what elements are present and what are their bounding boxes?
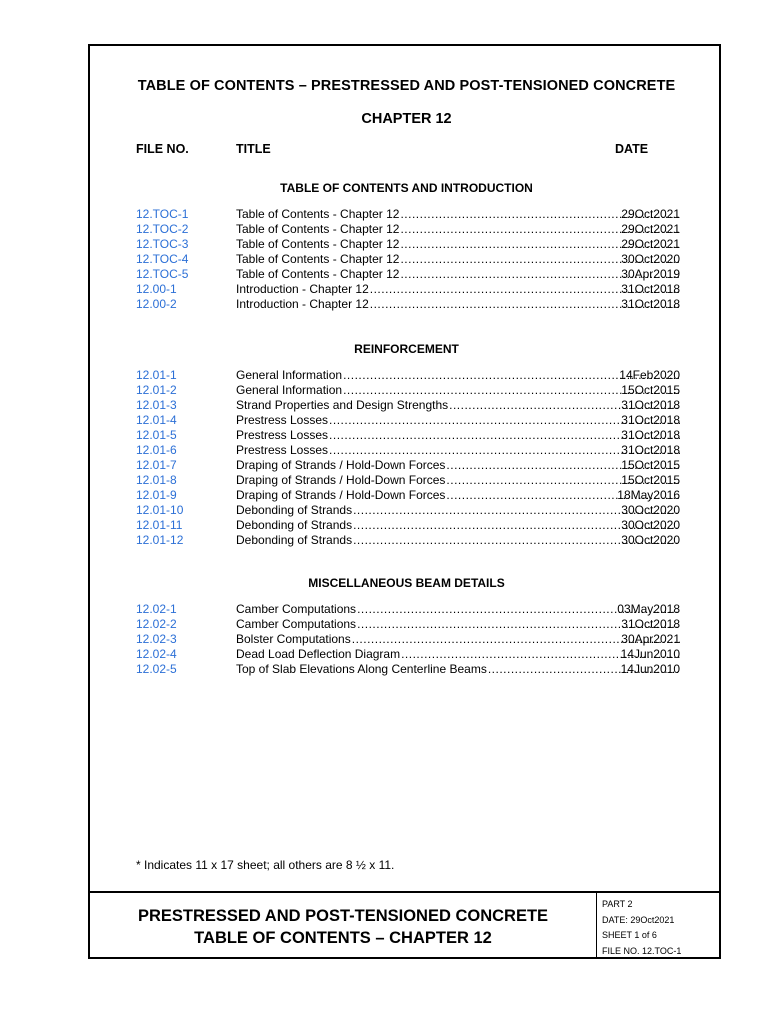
file-number-link[interactable]: 12.01-2 [136, 383, 177, 397]
file-number-link[interactable]: 12.01-11 [136, 518, 183, 532]
toc-row [90, 617, 723, 632]
title-with-leader [236, 503, 680, 518]
file-number-link[interactable]: 12.TOC-4 [136, 252, 189, 266]
toc-row [90, 383, 723, 398]
file-number-link[interactable]: 12.TOC-1 [136, 207, 189, 221]
title-with-leader [236, 533, 680, 548]
entry-title: Top of Slab Elevations Along Centerline Beams [236, 662, 487, 676]
footer-title-line-1: PRESTRESSED AND POST-TENSIONED CONCRETE [137, 907, 549, 925]
entry-date: 29Oct2021 [621, 222, 680, 236]
toc-row [90, 398, 723, 413]
toc-row [90, 267, 723, 282]
toc-row [90, 222, 723, 237]
file-number-link[interactable]: 12.00-1 [136, 282, 177, 296]
toc-row [90, 503, 723, 518]
entry-title: Strand Properties and Design Strengths [236, 398, 449, 412]
title-with-leader [236, 282, 680, 297]
toc-row [90, 533, 723, 548]
file-number-link[interactable]: 12.01-10 [136, 503, 184, 517]
entry-title: Dead Load Deflection Diagram [236, 647, 401, 661]
column-header-title: TITLE [236, 142, 271, 156]
title-with-leader [236, 443, 680, 458]
entry-date: 30Oct2020 [621, 533, 680, 547]
entry-title: Debonding of Strands [236, 518, 353, 532]
toc-row [90, 602, 723, 617]
entry-date: 03May2018 [617, 602, 680, 616]
file-number-link[interactable]: 12.01-9 [136, 488, 177, 502]
footer-sheet: SHEET 1 of 6 [602, 930, 657, 940]
entry-date: 31Oct2018 [621, 398, 680, 412]
column-header-file-no: FILE NO. [136, 142, 189, 156]
entry-title: General Information [236, 368, 343, 382]
entry-date: 29Oct2021 [621, 237, 680, 251]
file-number-link[interactable]: 12.02-5 [136, 662, 177, 676]
file-number-link[interactable]: 12.01-5 [136, 428, 177, 442]
entry-title: Draping of Strands / Hold-Down Forces [236, 458, 446, 472]
entry-title: Table of Contents - Chapter 12 [236, 222, 400, 236]
entry-title: Table of Contents - Chapter 12 [236, 237, 400, 251]
entry-date: 31Oct2018 [621, 413, 680, 427]
toc-row [90, 488, 723, 503]
title-with-leader [236, 488, 680, 503]
file-number-link[interactable]: 12.02-2 [136, 617, 177, 631]
title-with-leader [236, 602, 680, 617]
entry-date: 14Jun2010 [620, 662, 680, 676]
footer-date: DATE: 29Oct2021 [602, 915, 675, 925]
document-title: TABLE OF CONTENTS – PRESTRESSED AND POST-TENSIONED CONCRETE [137, 78, 676, 94]
toc-row [90, 473, 723, 488]
entry-date: 31Oct2018 [621, 282, 680, 296]
section-title: REINFORCEMENT [354, 342, 459, 356]
file-number-link[interactable]: 12.01-6 [136, 443, 177, 457]
entry-title: Table of Contents - Chapter 12 [236, 207, 400, 221]
entry-date: 15Oct2015 [621, 383, 680, 397]
toc-row [90, 237, 723, 252]
title-with-leader [236, 413, 680, 428]
toc-row [90, 282, 723, 297]
title-with-leader [236, 428, 680, 443]
file-number-link[interactable]: 12.02-4 [136, 647, 177, 661]
title-with-leader [236, 473, 680, 488]
toc-row [90, 252, 723, 267]
title-with-leader [236, 383, 680, 398]
title-with-leader [236, 632, 680, 647]
entry-title: Draping of Strands / Hold-Down Forces [236, 488, 446, 502]
entry-date: 31Oct2018 [621, 443, 680, 457]
title-with-leader [236, 207, 680, 222]
title-with-leader [236, 237, 680, 252]
title-with-leader [236, 267, 680, 282]
section-title: MISCELLANEOUS BEAM DETAILS [308, 576, 505, 590]
title-with-leader [236, 458, 680, 473]
footer-title-line-2: TABLE OF CONTENTS – CHAPTER 12 [194, 929, 492, 947]
title-with-leader [236, 518, 680, 533]
entry-date: 31Oct2018 [621, 617, 680, 631]
toc-row [90, 458, 723, 473]
entry-date: 14Jun2010 [620, 647, 680, 661]
toc-row [90, 413, 723, 428]
footer-rule [90, 891, 719, 893]
document-sheet [88, 44, 721, 959]
entry-date: 30Oct2020 [621, 252, 680, 266]
file-number-link[interactable]: 12.TOC-5 [136, 267, 189, 281]
entry-title: Debonding of Strands [236, 533, 353, 547]
toc-row [90, 368, 723, 383]
entry-title: Draping of Strands / Hold-Down Forces [236, 473, 446, 487]
column-header-date: DATE [615, 142, 649, 156]
entry-title: Camber Computations [236, 602, 357, 616]
title-with-leader [236, 662, 680, 677]
entry-date: 29Oct2021 [621, 207, 680, 221]
toc-row [90, 297, 723, 312]
file-number-link[interactable]: 12.01-12 [136, 533, 184, 547]
entry-date: 31Oct2018 [621, 428, 680, 442]
entry-date: 30Apr2021 [621, 632, 680, 646]
title-with-leader [236, 647, 680, 662]
footer-divider [596, 891, 597, 957]
file-number-link[interactable]: 12.00-2 [136, 297, 177, 311]
entry-title: Table of Contents - Chapter 12 [236, 252, 400, 266]
file-number-link[interactable]: 12.TOC-2 [136, 222, 189, 236]
entry-date: 31Oct2018 [621, 297, 680, 311]
title-with-leader [236, 398, 680, 413]
entry-title: Bolster Computations [236, 632, 351, 646]
title-with-leader [236, 297, 680, 312]
entry-date: 18May2016 [617, 488, 680, 502]
title-with-leader [236, 222, 680, 237]
footer-part: PART 2 [602, 899, 633, 909]
entry-title: Prestress Losses [236, 413, 329, 427]
toc-row [90, 647, 723, 662]
title-with-leader [236, 617, 680, 632]
entry-title: Camber Computations [236, 617, 357, 631]
footnote: * Indicates 11 x 17 sheet; all others are 8 ½ x 11. [136, 858, 395, 872]
file-number-link[interactable]: 12.01-1 [136, 368, 177, 382]
entry-date: 15Oct2015 [621, 458, 680, 472]
file-number-link[interactable]: 12.01-3 [136, 398, 177, 412]
toc-row [90, 662, 723, 677]
file-number-link[interactable]: 12.TOC-3 [136, 237, 189, 251]
entry-date: 30Oct2020 [621, 503, 680, 517]
title-with-leader [236, 368, 680, 383]
entry-title: Introduction - Chapter 12 [236, 297, 369, 311]
entry-title: Table of Contents - Chapter 12 [236, 267, 400, 281]
footer-file-no: FILE NO. 12.TOC-1 [602, 946, 682, 956]
toc-row [90, 207, 723, 222]
chapter-title: CHAPTER 12 [361, 111, 452, 127]
toc-row [90, 518, 723, 533]
section-title: TABLE OF CONTENTS AND INTRODUCTION [280, 181, 533, 195]
entry-date: 14Feb2020 [619, 368, 680, 382]
toc-row [90, 428, 723, 443]
title-with-leader [236, 252, 680, 267]
file-number-link[interactable]: 12.02-3 [136, 632, 177, 646]
entry-title: General Information [236, 383, 343, 397]
entry-title: Prestress Losses [236, 443, 329, 457]
entry-date: 30Oct2020 [621, 518, 680, 532]
file-number-link[interactable]: 12.02-1 [136, 602, 177, 616]
file-number-link[interactable]: 12.01-8 [136, 473, 177, 487]
file-number-link[interactable]: 12.01-7 [136, 458, 177, 472]
entry-title: Introduction - Chapter 12 [236, 282, 369, 296]
file-number-link[interactable]: 12.01-4 [136, 413, 177, 427]
toc-row [90, 632, 723, 647]
entry-title: Debonding of Strands [236, 503, 353, 517]
entry-title: Prestress Losses [236, 428, 329, 442]
toc-row [90, 443, 723, 458]
entry-date: 15Oct2015 [621, 473, 680, 487]
entry-date: 30Apr2019 [621, 267, 680, 281]
